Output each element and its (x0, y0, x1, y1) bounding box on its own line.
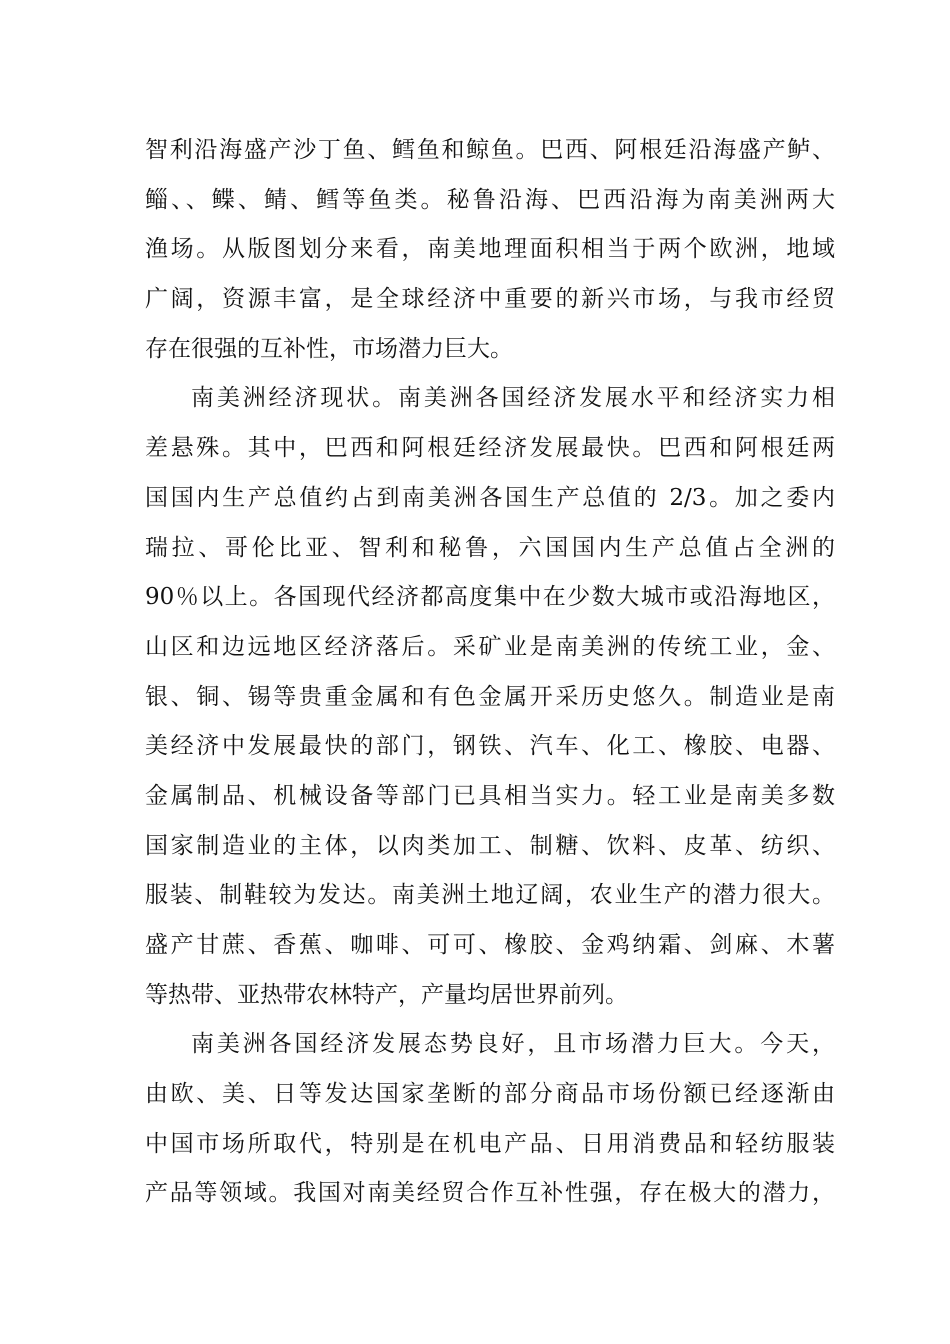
text-line: 服装、制鞋较为发达。南美洲土地辽阔，农业生产的潜力很大。 (145, 882, 835, 909)
text-line: 瑞拉、哥伦比亚、智利和秘鲁，六国国内生产总值占全洲的 (145, 534, 835, 561)
body-text (145, 126, 835, 1219)
text-line: 鲻、、鲽、鲭、鳕等鱼类。秘鲁沿海、巴西沿海为南美洲两大 (145, 186, 835, 213)
text-line: 产品等领域。我国对南美经贸合作互补性强，存在极大的潜力， (145, 1180, 835, 1207)
text-line: 金属制品、机械设备等部门已具相当实力。轻工业是南美多数 (145, 782, 835, 809)
text-line: 等热带、亚热带农林特产，产量均居世界前列。 (145, 981, 628, 1008)
text-line: 盛产甘蔗、香蕉、咖啡、可可、橡胶、金鸡纳霜、剑麻、木薯 (145, 932, 835, 958)
text-line: 渔场。从版图划分来看，南美地理面积相当于两个欧洲，地域 (145, 236, 835, 263)
text-line: 广阔，资源丰富，是全球经济中重要的新兴市场，与我市经贸 (145, 286, 835, 313)
text-line: 90％以上。各国现代经济都高度集中在少数大城市或沿海地区， (145, 584, 835, 611)
text-line: 由欧、美、日等发达国家垄断的部分商品市场份额已经逐渐由 (145, 1081, 835, 1108)
text-line: 中国市场所取代，特别是在机电产品、日用消费品和轻纺服装 (145, 1130, 835, 1157)
text-line: 南美洲各国经济发展态势良好，且市场潜力巨大。今天， (191, 1031, 835, 1058)
text-line: 智利沿海盛产沙丁鱼、鳕鱼和鲸鱼。巴西、阿根廷沿海盛产鲈、 (145, 137, 835, 163)
text-line: 南美洲经济现状。南美洲各国经济发展水平和经济实力相 (191, 385, 835, 412)
text-line: 美经济中发展最快的部门，钢铁、汽车、化工、橡胶、电器、 (145, 733, 835, 760)
text-line: 国国内生产总值约占到南美洲各国生产总值的 2/3。加之委内 (145, 484, 835, 511)
text-line: 存在很强的互补性，市场潜力巨大。 (145, 335, 513, 362)
text-line: 国家制造业的主体，以肉类加工、制糖、饮料、皮革、纺织、 (145, 832, 835, 859)
text-line: 山区和边远地区经济落后。采矿业是南美洲的传统工业，金、 (145, 633, 835, 660)
text-line: 银、铜、锡等贵重金属和有色金属开采历史悠久。制造业是南 (145, 683, 835, 710)
text-line: 差悬殊。其中，巴西和阿根廷经济发展最快。巴西和阿根廷两 (145, 435, 835, 462)
